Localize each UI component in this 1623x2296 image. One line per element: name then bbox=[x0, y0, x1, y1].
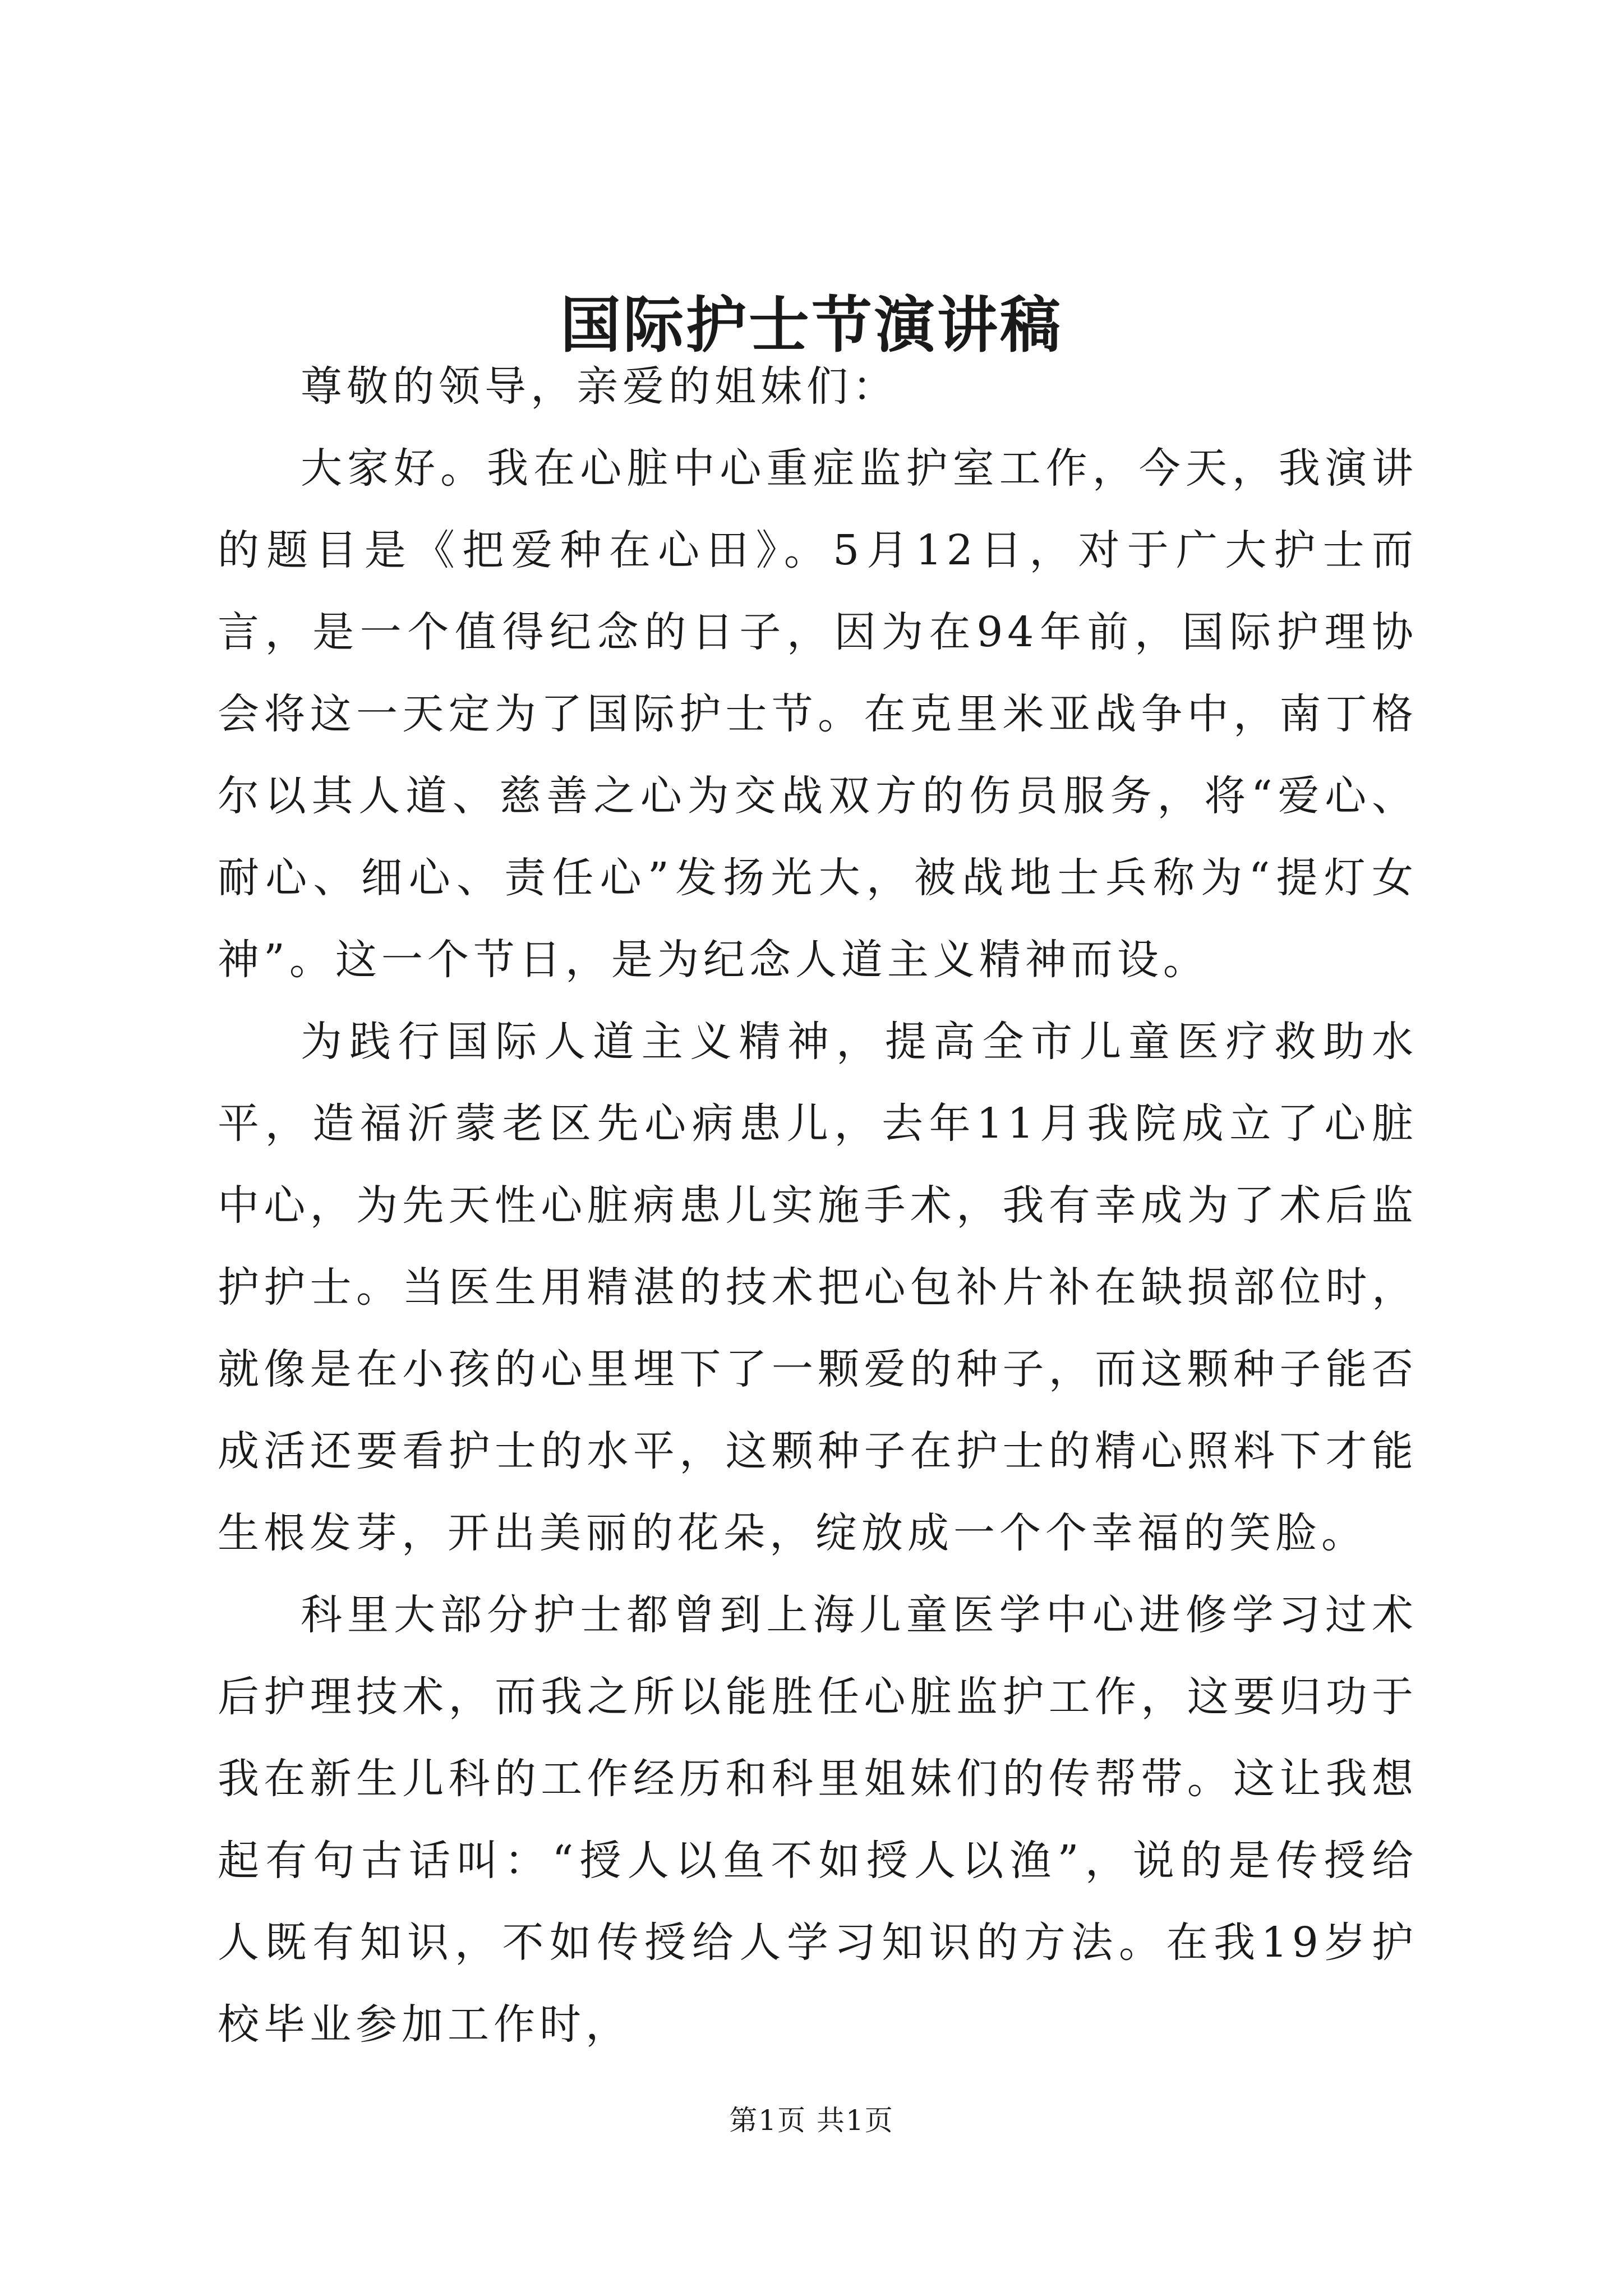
page-footer: 第1页 共1页 bbox=[729, 2104, 894, 2137]
paragraph-3: 科里大部分护士都曾到上海儿童医学中心进修学习过术后护理技术，而我之所以能胜任心脏监护工作，这要归功于我在新生儿科的工作经历和科里姐妹们的传帮带。这让我想起有句古话叫：“授人以鱼不如授人以渔”，说的是传授给人既有知识，不如传授给人学习知识的方法。在我19岁护校毕业参加工作时， bbox=[218, 1591, 1418, 2049]
paragraph-1: 大家好。我在心脏中心重症监护室工作，今天，我演讲的题目是《把爱种在心田》。5月12日，对于广大护士而言，是一个值得纪念的日子，因为在94年前，国际护理协会将这一天定为了国际护士节。在克里米亚战争中，南丁格尔以其人道、慈善之心为交战双方的伤员服务，将“爱心、耐心、细心、责任心”发扬光大，被战地士兵称为“提灯女神”。这一个节日，是为纪念人道主义精神而设。 bbox=[218, 444, 1418, 984]
document-body bbox=[218, 346, 1418, 2065]
paragraph-2: 为践行国际人道主义精神，提高全市儿童医疗救助水平，造福沂蒙老区先心病患儿，去年11月我院成立了心脏中心，为先天性心脏病患儿实施手术，我有幸成为了术后监护护士。当医生用精湛的技术把心包补片补在缺损部位时，就像是在小孩的心里埋下了一颗爱的种子，而这颗种子能否成活还要看护士的水平，这颗种子在护士的精心照料下才能生根发芽，开出美丽的花朵，绽放成一个个幸福的笑脸。 bbox=[218, 1018, 1418, 1557]
paragraph-salutation: 尊敬的领导，亲爱的姐妹们： bbox=[301, 362, 898, 411]
document-title: 国际护士节演讲稿 bbox=[560, 290, 1063, 361]
